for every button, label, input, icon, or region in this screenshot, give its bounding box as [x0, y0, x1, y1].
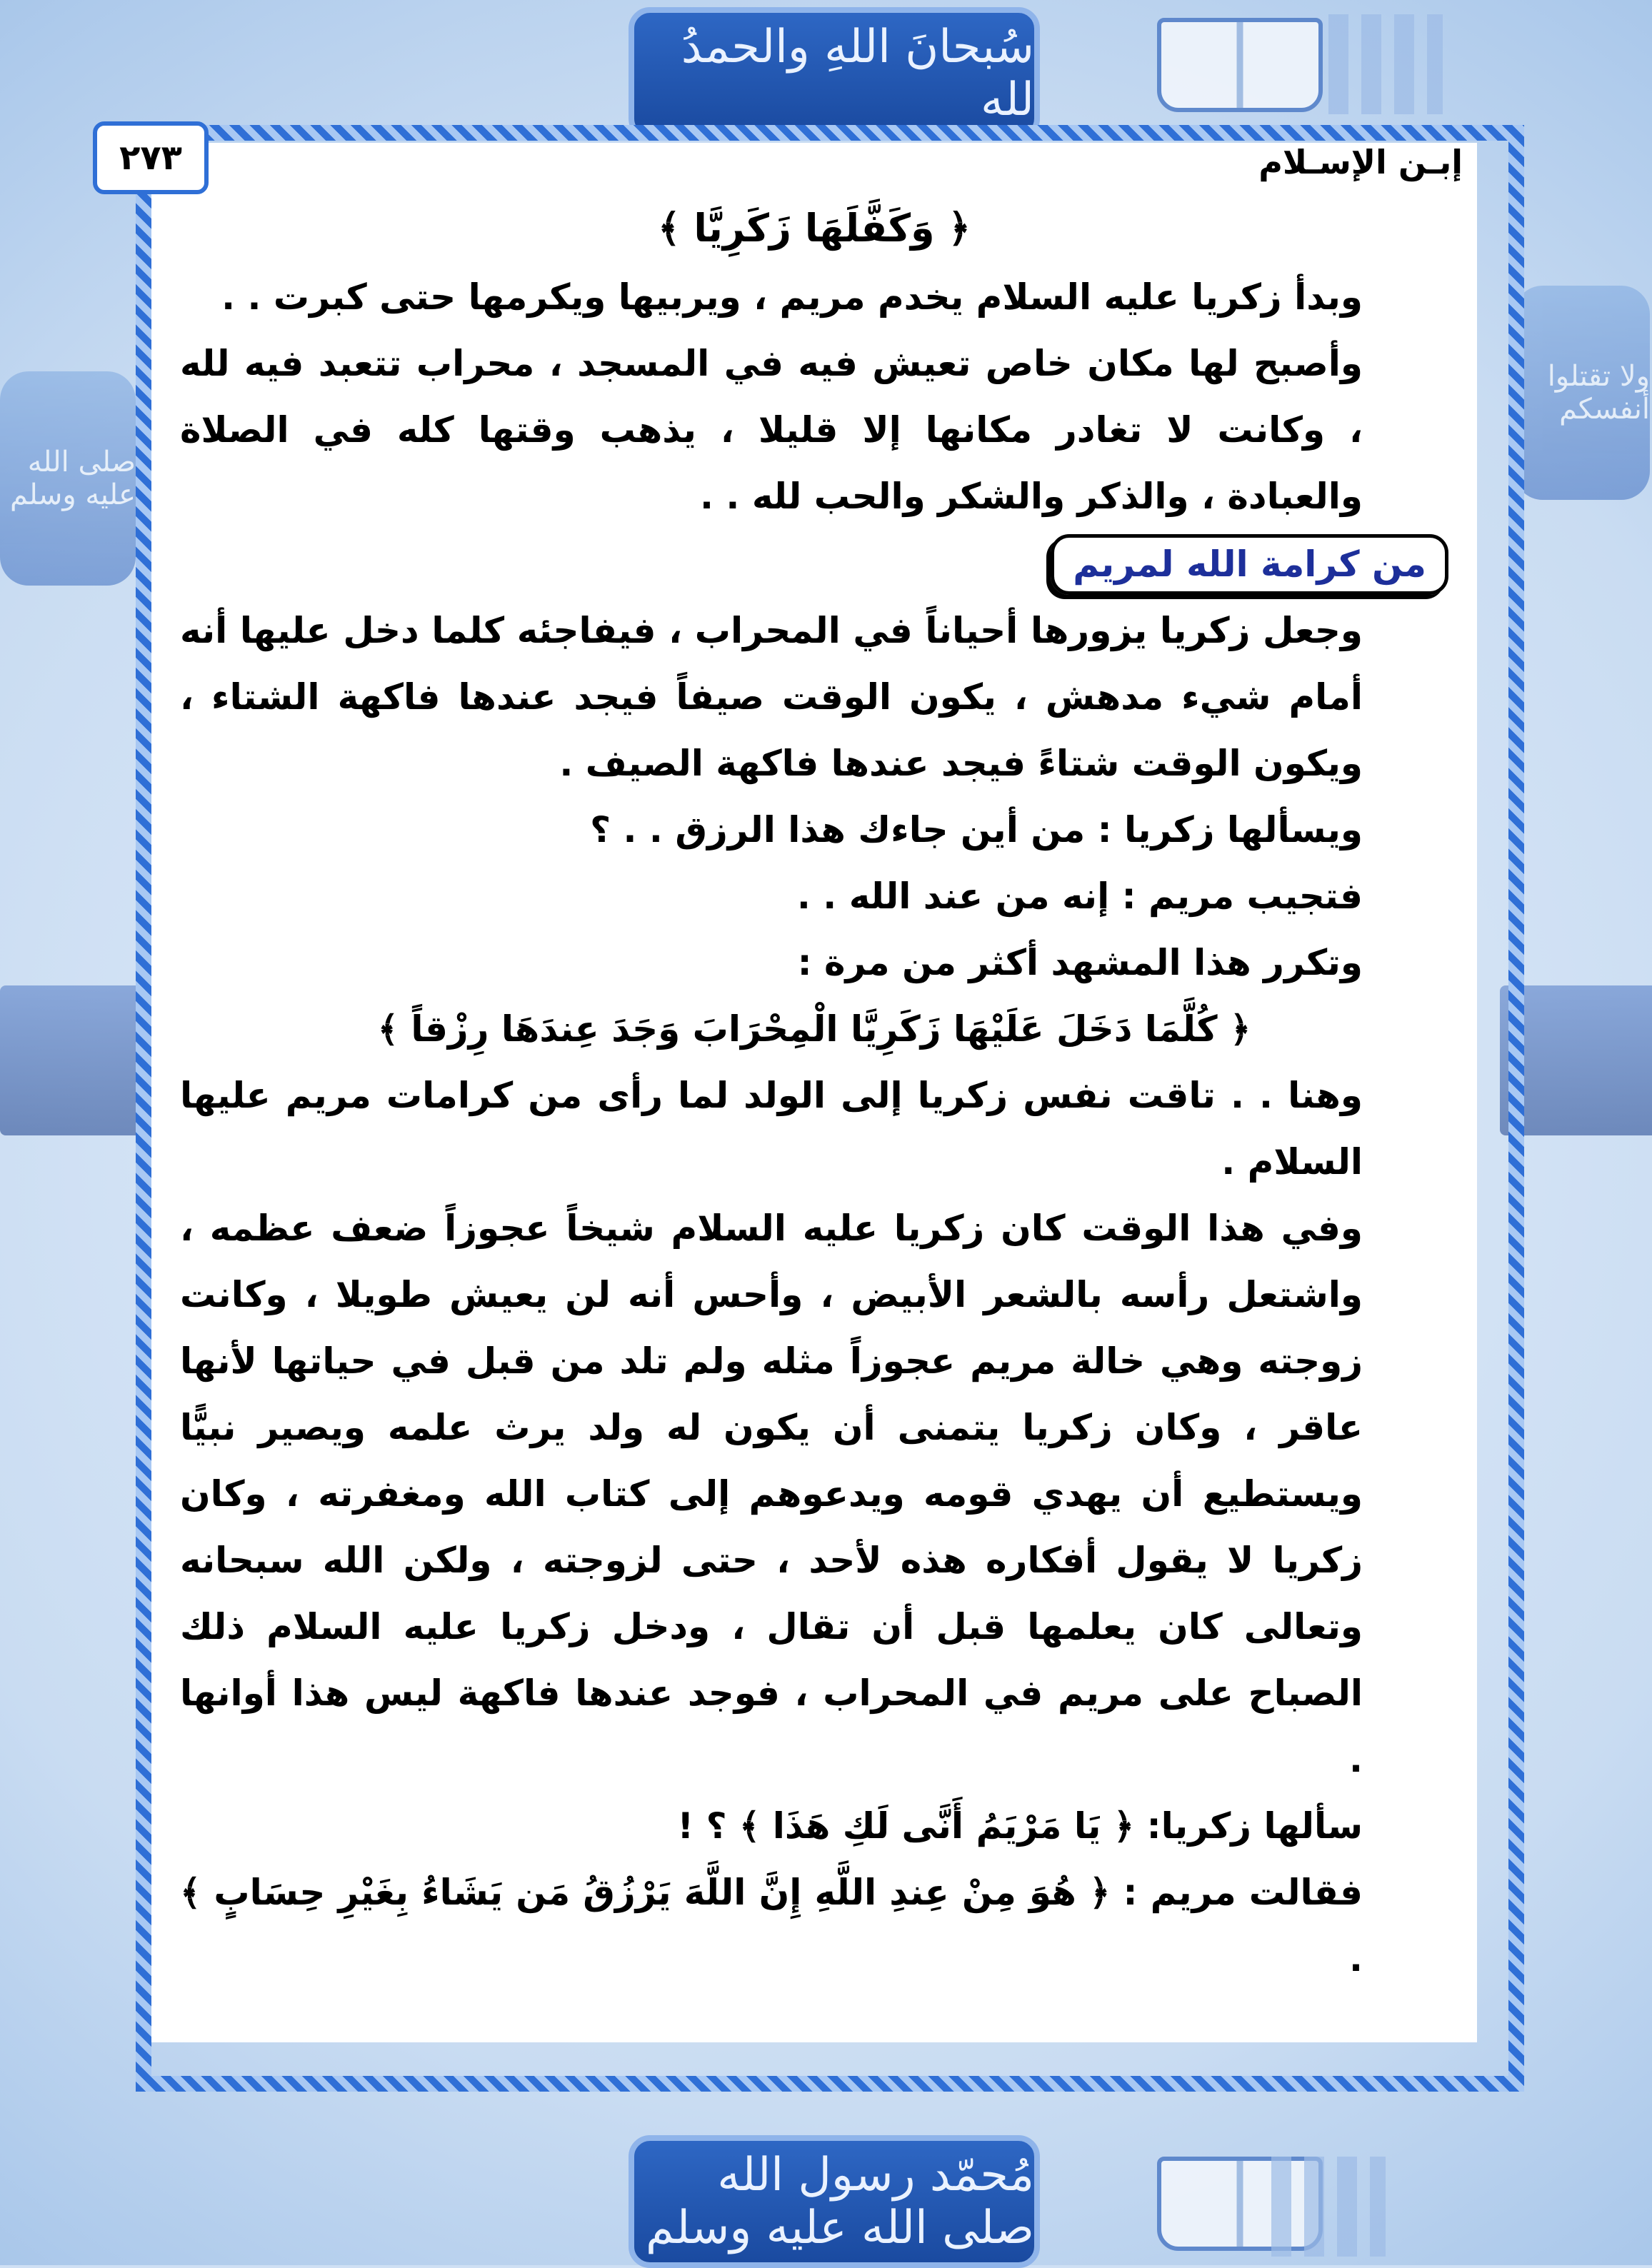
right-calligraphy-ornament [1514, 286, 1650, 500]
paragraph: وأصبح لها مكان خاص تعيش فيه في المسجد ، محراب تتعبد فيه لله ، وكانت لا تغادر مكانها إلا قليلا ، يذهب وقتها كله في الصلاة والعبادة ، والذكر والشكر والحب لله . . [180, 343, 1363, 518]
paragraph: وتكرر هذا المشهد أكثر من مرة : [797, 942, 1363, 984]
paragraph: وبدأ زكريا عليه السلام يخدم مريم ، ويربيها ويكرمها حتى كبرت . . [221, 276, 1363, 318]
bottom-calligraphy-banner [629, 2135, 1040, 2268]
page-number-badge [93, 121, 209, 194]
section-heading: من كرامة الله لمريم [1051, 534, 1448, 595]
left-ornament-text: صلى الله عليه وسلم [9, 446, 136, 511]
paragraph: سألها زكريا: ﴿ يَا مَرْيَمُ أَنَّى لَكِ هَذَا ﴾ ؟ ! [677, 1805, 1363, 1847]
bottom-banner-text: مُحمّد رسول الله صلى الله عليه وسلم [646, 2149, 1034, 2254]
paragraph: وهنا . . تاقت نفس زكريا إلى الولد لما رأى من كرامات مريم عليها السلام . [180, 1075, 1363, 1183]
paragraph: فتجيب مريم : إنه من عند الله . . [796, 875, 1363, 918]
page-number: ٢٧٣ [119, 138, 182, 178]
left-calligraphy-ornament [0, 371, 136, 586]
open-book-icon [1157, 18, 1323, 112]
top-banner-text: سُبحانَ اللهِ والحمدُ لله [681, 21, 1034, 126]
running-header [151, 143, 1477, 186]
chapter-title: ﴿ وَكَفَّلَهَا زَكَرِيَّا ﴾ [657, 206, 971, 251]
kaaba-icon [0, 985, 157, 1135]
page-body [151, 143, 1477, 2042]
paragraph: فقالت مريم : ﴿ هُوَ مِنْ عِندِ اللَّهِ إِنَّ اللَّهَ يَرْزُقُ مَن يَشَاءُ بِغَيْرِ حِسَابٍ ﴾ . [180, 1872, 1363, 1980]
paragraph: وجعل زكريا يزورها أحياناً في المحراب ، فيفاجئه كلما دخل عليها أنه أمام شيء مدهش ، يكون الوقت صيفاً فيجد عندها فاكهة الشتاء ، ويكون الوقت شتاءً فيجد عندها فاكهة الصيف . [180, 610, 1363, 785]
page-content [180, 193, 1448, 1992]
top-calligraphy-banner [629, 7, 1040, 140]
quran-quote: ﴿ كُلَّمَا دَخَلَ عَلَيْهَا زَكَرِيَّا الْمِحْرَابَ وَجَدَ عِندَهَا رِزْقاً ﴾ [377, 1008, 1251, 1050]
paragraph: ويسألها زكريا : من أين جاءك هذا الرزق . . ؟ [590, 809, 1363, 851]
right-ornament-text: ولا تقتلوا أنفسكم [1547, 360, 1650, 426]
candles-icon [1271, 2157, 1386, 2257]
paragraph: وفي هذا الوقت كان زكريا عليه السلام شيخاً عجوزاً ضعف عظمه ، واشتعل رأسه بالشعر الأبيض ، وأحس أنه لن يعيش طويلا ، وكانت زوجته وهي خالة مريم عجوزاً مثله ولم تلد من قبل في حياتها لأنها عاقر ، وكان زكريا يتمنى أن يكون له ولد يرث علمه ويصير نبيًّا ويستطيع أن يهدي قومه ويدعوهم إلى كتاب الله ومغفرته ، وكان زكريا لا يقول أفكاره هذه لأحد ، حتى لزوجته ، ولكن الله سبحانه وتعالى كان يعلمها قبل أن تقال ، ودخل زكريا عليه السلام ذلك الصباح على مريم في المحراب ، فوجد عندها فاكهة ليس هذا أوانها . [180, 1208, 1363, 1781]
running-title: إبـن الإسـلام [1258, 143, 1463, 181]
candles-icon [1328, 14, 1443, 114]
